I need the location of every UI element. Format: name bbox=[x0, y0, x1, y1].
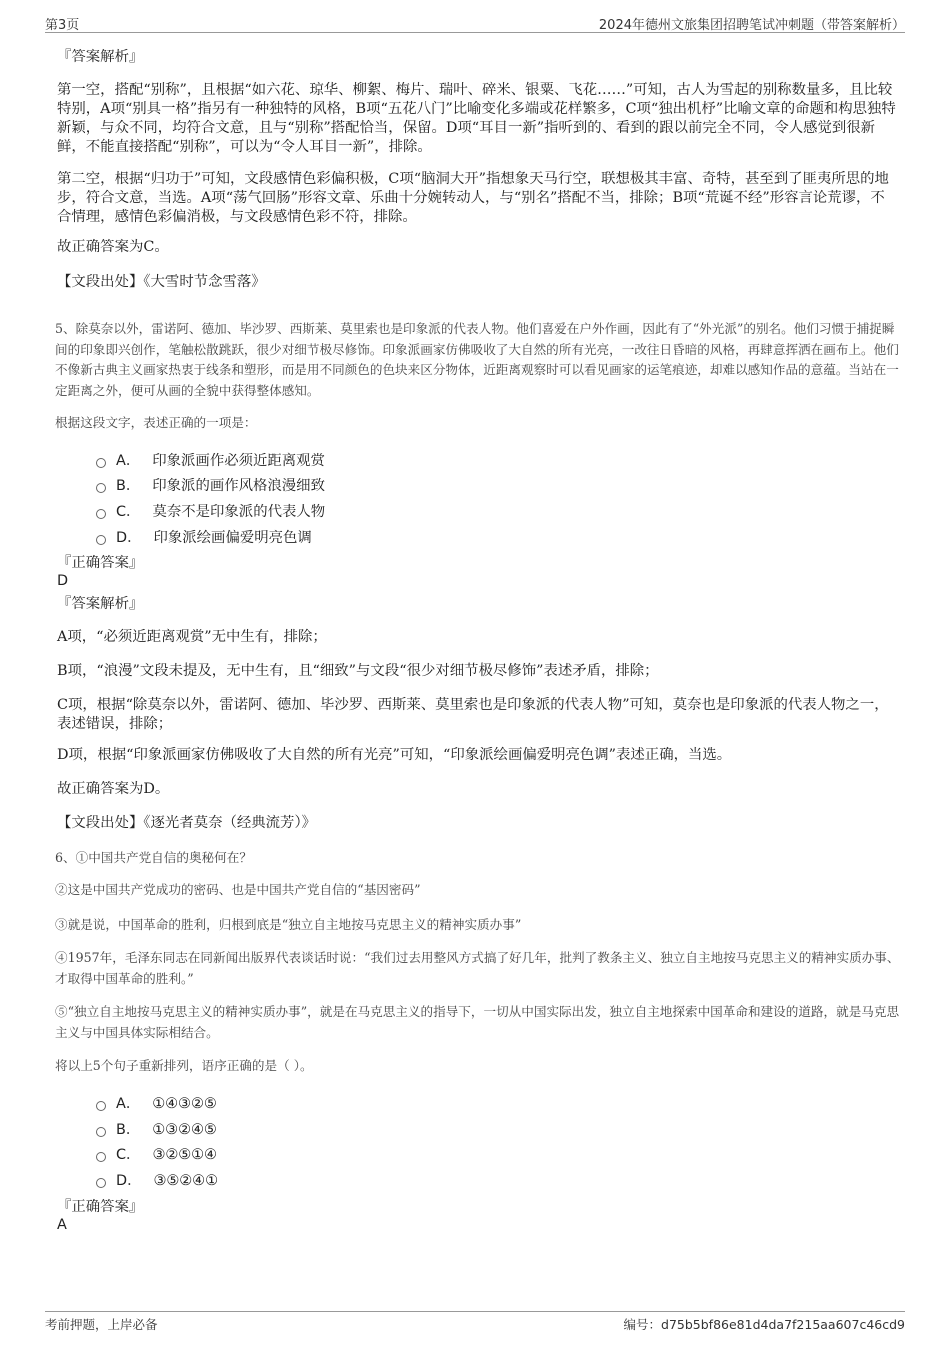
q5-conclusion: 故正确答案为D。 bbox=[57, 781, 170, 797]
q6-sentence-5: ⑤“独立自主地按马克思主义的精神实质办事”，就是在马克思主义的指导下，一切从中国实际出发，独立自主地探索中国革命和建设的道路，就是马克思主义与中国具体实际相结合。 bbox=[55, 1004, 900, 1040]
q6-sentence-2: ②这是中国共产党成功的密码、也是中国共产党自信的“基因密码” bbox=[55, 882, 421, 897]
q4-source: 【文段出处】《大雪时节念雪落》 bbox=[57, 274, 266, 290]
q5-analysis-a: A项，“必须近距离观赏”无中生有，排除； bbox=[57, 629, 327, 645]
q6-sentence-4: ④1957年，毛泽东同志在同新闻出版界代表谈话时说：“我们过去用整风方式搞了好几年，批判了教条主义、独立自主地按马克思主义的精神实质办事、才取得中国革命的胜利。” bbox=[55, 950, 900, 986]
q5-option-b[interactable]: B． 印象派的画作风格浪漫细致 bbox=[96, 474, 325, 496]
page-number: 第3页 bbox=[45, 18, 80, 33]
page-footer bbox=[45, 1311, 905, 1336]
q6-option-c[interactable]: C． ③②⑤①④ bbox=[96, 1143, 217, 1165]
radio-icon[interactable] bbox=[96, 1178, 106, 1188]
q6-answer: A bbox=[57, 1217, 67, 1233]
radio-icon[interactable] bbox=[96, 458, 106, 468]
q5-source: 【文段出处】《逐光者莫奈（经典流芳）》 bbox=[57, 815, 317, 831]
q4-analysis-paragraph-1: 第一空，搭配“别称”，且根据“如六花、琼华、柳絮、梅片、瑞叶、碎米、银粟、飞花……”可知，古人为雪起的别称数量多，且比较特别，A项“别具一格”指另有一种独特的风格，B项“五花八门”比喻变化多端或花样繁多，C项“独出机杼”比喻文章的命题和构思独特新颖，与众不同，均符合文意，且与“别称”搭配恰当，保留。D项“耳目一新”指听到的、看到的跟以前完全不同，令人感觉到很新鲜，不能直接搭配“别称”，可以为“令人耳目一新”，排除。 bbox=[57, 82, 896, 155]
q4-conclusion: 故正确答案为C。 bbox=[57, 239, 169, 255]
q6-option-d[interactable]: D． ③⑤②④① bbox=[96, 1169, 218, 1191]
radio-icon[interactable] bbox=[96, 535, 106, 545]
q6-sentence-1: 6、①中国共产党自信的奥秘何在？ bbox=[55, 850, 252, 865]
q6-option-a[interactable]: A． ①④③②⑤ bbox=[96, 1092, 217, 1114]
q4-analysis-label: 『答案解析』 bbox=[57, 49, 144, 65]
document-code: 编号：d75b5bf86e81d4da7f215aa607c46cd9 bbox=[623, 1317, 905, 1332]
q5-analysis-c: C项，根据“除莫奈以外，雷诺阿、德加、毕沙罗、西斯莱、莫里索也是印象派的代表人物”可知，莫奈也是印象派的代表人物之一，表述错误，排除； bbox=[57, 697, 889, 732]
radio-icon[interactable] bbox=[96, 509, 106, 519]
q6-answer-label: 『正确答案』 bbox=[57, 1199, 144, 1215]
q5-option-d[interactable]: D． 印象派绘画偏爱明亮色调 bbox=[96, 526, 312, 548]
radio-icon[interactable] bbox=[96, 1127, 106, 1137]
q5-analysis-label: 『答案解析』 bbox=[57, 596, 144, 612]
q5-passage: 5、除莫奈以外，雷诺阿、德加、毕沙罗、西斯莱、莫里索也是印象派的代表人物。他们喜爱在户外作画，因此有了“外光派”的别名。他们习惯于捕捉瞬间的印象即兴创作，笔触松散跳跃，很少对细节极尽修饰。印象派画家仿佛吸收了大自然的所有光亮，一改往日昏暗的风格，再肆意挥洒在画布上。他们不像新古典主义画家热衷于线条和塑形，而是用不同颜色的色块来区分物体，近距离观察时可以看见画家的运笔痕迹，却难以感知作品的意蕴。当站在一定距离之外，便可从画的全貌中获得整体感知。 bbox=[55, 321, 899, 398]
document-title: 2024年德州文旅集团招聘笔试冲刺题（带答案解析） bbox=[598, 18, 905, 33]
q5-option-c[interactable]: C． 莫奈不是印象派的代表人物 bbox=[96, 500, 325, 522]
q6-option-b[interactable]: B． ①③②④⑤ bbox=[96, 1118, 217, 1140]
q5-answer: D bbox=[57, 573, 69, 589]
q5-prompt: 根据这段文字，表述正确的一项是： bbox=[55, 415, 257, 430]
q5-answer-label: 『正确答案』 bbox=[57, 555, 144, 571]
radio-icon[interactable] bbox=[96, 1152, 106, 1162]
footer-slogan: 考前押题，上岸必备 bbox=[45, 1317, 158, 1332]
q4-analysis-paragraph-2: 第二空，根据“归功于”可知，文段感情色彩偏积极，C项“脑洞大开”指想象天马行空，联想极其丰富、奇特，甚至到了匪夷所思的地步，符合文意，当选。A项“荡气回肠”形容文章、乐曲十分婉转动人，与“别名”搭配不当，排除；B项“荒诞不经”形容言论荒谬，不合情理，感情色彩偏消极，与文段感情色彩不符，排除。 bbox=[57, 171, 889, 225]
q6-prompt: 将以上5个句子重新排列，语序正确的是（ ）。 bbox=[55, 1058, 313, 1073]
page-header bbox=[45, 10, 905, 33]
radio-icon[interactable] bbox=[96, 483, 106, 493]
q5-analysis-b: B项，“浪漫”文段未提及，无中生有，且“细致”与文段“很少对细节极尽修饰”表述矛盾，排除； bbox=[57, 663, 659, 679]
q5-option-a[interactable]: A． 印象派画作必须近距离观赏 bbox=[96, 449, 325, 471]
q5-analysis-d: D项，根据“印象派画家仿佛吸收了大自然的所有光亮”可知，“印象派绘画偏爱明亮色调”表述正确，当选。 bbox=[57, 747, 732, 763]
q6-sentence-3: ③就是说，中国革命的胜利，归根到底是“独立自主地按马克思主义的精神实质办事” bbox=[55, 917, 522, 932]
radio-icon[interactable] bbox=[96, 1101, 106, 1111]
